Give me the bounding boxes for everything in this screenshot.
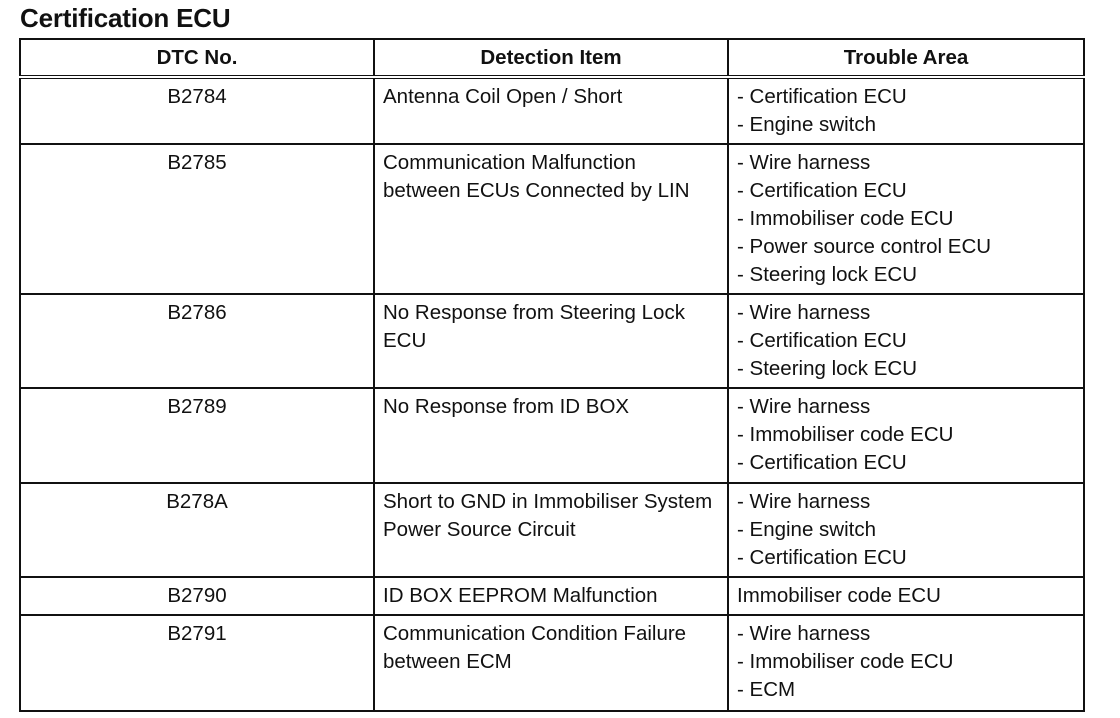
trouble-area <box>728 144 1084 294</box>
trouble-area-entry: - ECM <box>737 678 796 701</box>
trouble-area <box>728 615 1084 711</box>
table-body <box>20 77 1084 711</box>
detection-item: Communication Condition Failure between ECM <box>374 615 728 711</box>
trouble-area-entry: Immobiliser code ECU <box>737 584 941 607</box>
trouble-area <box>728 77 1084 144</box>
header-dtc-no: DTC No. <box>20 39 374 77</box>
trouble-area-list <box>737 488 1075 572</box>
trouble-area-list <box>737 149 1075 289</box>
header-detection-item: Detection Item <box>374 39 728 77</box>
table-row <box>20 483 1084 577</box>
dtc-table <box>19 38 1085 712</box>
trouble-area-entry: - Certification ECU <box>737 329 907 352</box>
table-row <box>20 294 1084 388</box>
detection-item: Short to GND in Immobiliser System Power Source Circuit <box>374 483 728 577</box>
trouble-area-entry: - Wire harness <box>737 301 871 324</box>
table-row <box>20 77 1084 144</box>
trouble-area-entry: - Immobiliser code ECU <box>737 650 954 673</box>
trouble-area <box>728 577 1084 615</box>
trouble-area-entry: - Immobiliser code ECU <box>737 423 954 446</box>
trouble-area-entry: - Wire harness <box>737 490 871 513</box>
trouble-area-entry: - Wire harness <box>737 395 871 418</box>
detection-item: No Response from Steering Lock ECU <box>374 294 728 388</box>
dtc-code: B2786 <box>20 294 374 388</box>
table-row <box>20 615 1084 711</box>
trouble-area-list <box>737 299 1075 383</box>
dtc-code: B2784 <box>20 77 374 144</box>
trouble-area-entry: - Certification ECU <box>737 179 907 202</box>
trouble-area-entry: - Engine switch <box>737 518 877 541</box>
trouble-area-entry: - Certification ECU <box>737 85 907 108</box>
trouble-area-entry: - Engine switch <box>737 113 877 136</box>
trouble-area-entry: - Steering lock ECU <box>737 263 918 286</box>
header-trouble-area: Trouble Area <box>728 39 1084 77</box>
detection-item: Communication Malfunction between ECUs Connected by LIN <box>374 144 728 294</box>
trouble-area-list <box>737 582 1075 610</box>
trouble-area-list <box>737 620 1075 704</box>
table-row <box>20 388 1084 483</box>
detection-item: No Response from ID BOX <box>374 388 728 483</box>
dtc-code: B2790 <box>20 577 374 615</box>
trouble-area <box>728 294 1084 388</box>
trouble-area <box>728 388 1084 483</box>
dtc-code: B2791 <box>20 615 374 711</box>
page-title: Certification ECU <box>20 3 231 33</box>
trouble-area-entry: - Certification ECU <box>737 451 907 474</box>
detection-item: ID BOX EEPROM Malfunction <box>374 577 728 615</box>
header-row <box>20 39 1084 77</box>
dtc-code: B2785 <box>20 144 374 294</box>
trouble-area-entry: - Wire harness <box>737 151 871 174</box>
trouble-area-entry: - Wire harness <box>737 622 871 645</box>
trouble-area-entry: - Immobiliser code ECU <box>737 207 954 230</box>
trouble-area-list <box>737 83 1075 139</box>
dtc-code: B278A <box>20 483 374 577</box>
table-header <box>20 39 1084 77</box>
trouble-area-list <box>737 393 1075 477</box>
trouble-area-entry: - Certification ECU <box>737 546 907 569</box>
trouble-area <box>728 483 1084 577</box>
table-row <box>20 577 1084 615</box>
detection-item: Antenna Coil Open / Short <box>374 77 728 144</box>
trouble-area-entry: - Steering lock ECU <box>737 357 918 380</box>
trouble-area-entry: - Power source control ECU <box>737 235 992 258</box>
table-row <box>20 144 1084 294</box>
dtc-code: B2789 <box>20 388 374 483</box>
